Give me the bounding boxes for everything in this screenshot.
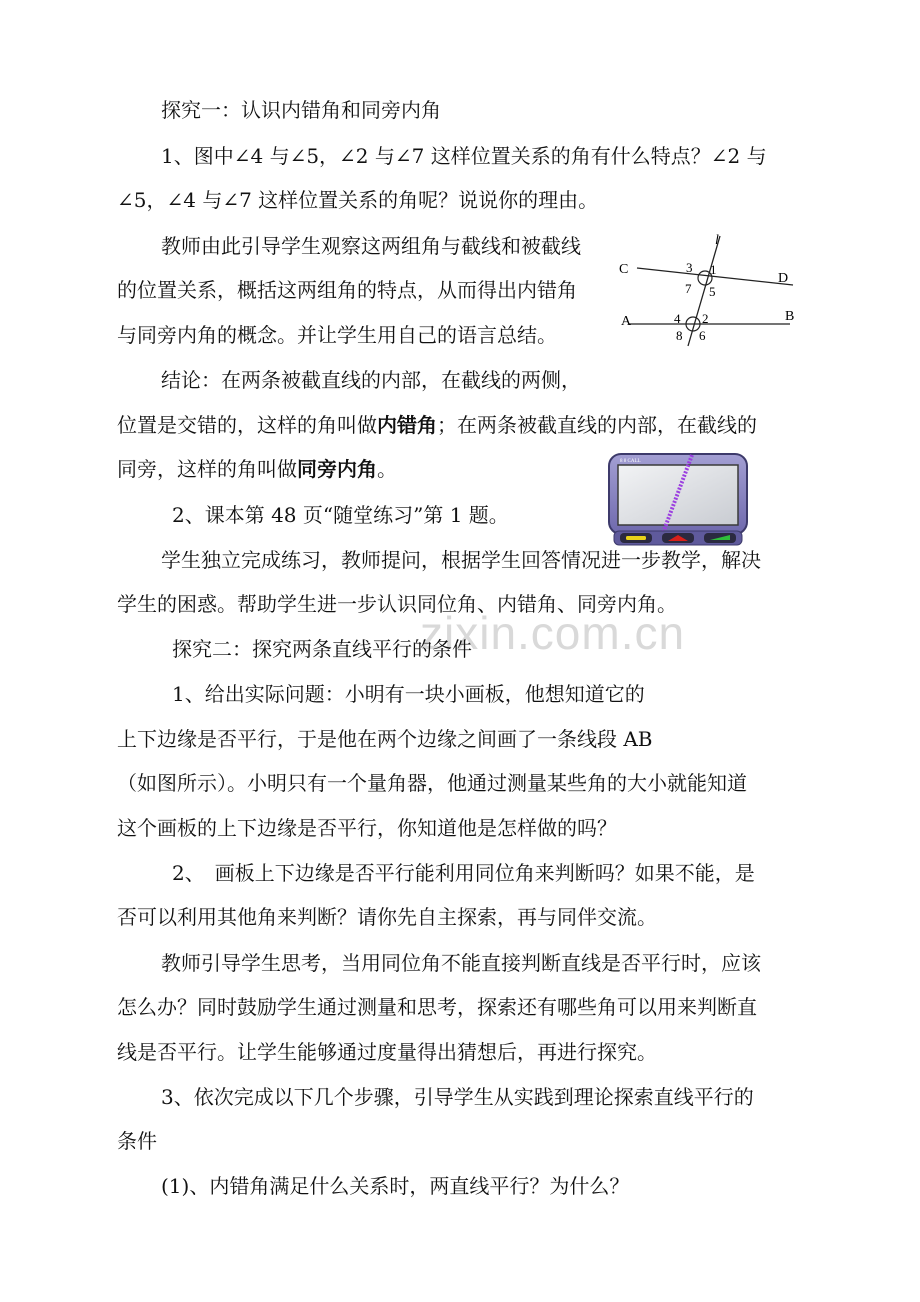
angle-8: 8 xyxy=(676,328,683,343)
teacher-guide: 教师引导学生思考，当用同位角不能直接判断直线是否平行时，应该 xyxy=(161,951,761,975)
label-d: D xyxy=(778,271,789,286)
angle-6: 6 xyxy=(699,328,706,343)
angle-5: 5 xyxy=(709,284,716,299)
problem-1-cont-2: （如图所示）。小明只有一个量角器，他通过测量某些角的大小就能知道 xyxy=(117,771,747,795)
label-b: B xyxy=(785,309,795,324)
teacher-guide-cont-1: 怎么办？同时鼓励学生通过测量和思考，探索还有哪些角可以用来判断直 xyxy=(117,995,757,1019)
section-2-title: 探究二：探究两条直线平行的条件 xyxy=(172,637,472,661)
label-l: l xyxy=(715,233,719,248)
conclusion-cont-2 xyxy=(117,455,397,483)
angle-4: 4 xyxy=(674,311,681,326)
teacher-text-cont-2: 与同旁内角的概念。并让学生用自己的语言总结。 xyxy=(117,323,557,347)
watermark: zixin.com.cn xyxy=(420,607,686,659)
conclusion-text-c: ；在两条被截直线的内部，在截线的 xyxy=(437,413,757,437)
angle-7: 7 xyxy=(685,281,692,296)
problem-1-cont-1: 上下边缘是否平行，于是他在两个边缘之间画了一条线段 AB xyxy=(117,727,653,751)
step-3: 3、依次完成以下几个步骤，引导学生从实践到理论探索直线平行的 xyxy=(161,1085,754,1109)
practice-text: 学生独立完成练习，教师提问，根据学生回答情况进一步教学，解决 xyxy=(161,548,761,572)
section-1-title: 探究一：认识内错角和同旁内角 xyxy=(161,98,441,122)
teacher-text-cont-1: 的位置关系，概括这两组角的特点，从而得出内错角 xyxy=(117,278,577,302)
yellow-button-light xyxy=(626,536,646,540)
problem-1-cont-3: 这个画板的上下边缘是否平行，你知道他是怎样做的吗？ xyxy=(117,816,617,840)
label-c: C xyxy=(619,262,629,277)
exercise-ref: 2、课本第 48 页“随堂练习”第 1 题。 xyxy=(172,503,509,527)
step-3-cont: 条件 xyxy=(117,1129,157,1153)
conclusion-text-e: 。 xyxy=(377,457,397,481)
problem-2: 2、 画板上下边缘是否平行能利用同位角来判断吗？如果不能，是 xyxy=(172,861,755,885)
question-1: 1、图中∠4 与∠5，∠2 与∠7 这样位置关系的角有什么特点？∠2 与 xyxy=(161,144,767,168)
sub-question-1: (1)、内错角满足什么关系时，两直线平行？为什么？ xyxy=(161,1174,630,1198)
problem-2-cont: 否可以利用其他角来判断？请你先自主探索，再与同伴交流。 xyxy=(117,905,657,929)
board-screen-label: 8 8 CALL xyxy=(620,459,641,464)
angle-1: 1 xyxy=(710,262,717,277)
problem-1: 1、给出实际问题：小明有一块小画板，他想知道它的 xyxy=(172,682,645,706)
angle-diagram xyxy=(615,230,800,350)
question-1-cont: ∠5，∠4 与∠7 这样位置关系的角呢？说说你的理由。 xyxy=(117,188,599,212)
conclusion: 结论：在两条被截直线的内部，在截线的两侧， xyxy=(161,368,581,392)
angle-3: 3 xyxy=(686,260,693,275)
conclusion-text-a: 位置是交错的，这样的角叫做 xyxy=(117,413,377,437)
practice-text-cont: 学生的困惑。帮助学生进一步认识同位角、内错角、同旁内角。 xyxy=(117,592,677,616)
conclusion-text-d: 同旁，这样的角叫做 xyxy=(117,457,297,481)
angle-2: 2 xyxy=(702,311,709,326)
drawing-board-figure xyxy=(608,453,748,549)
teacher-guide-cont-2: 线是否平行。让学生能够通过度量得出猜想后，再进行探究。 xyxy=(117,1040,657,1064)
conclusion-cont-1 xyxy=(117,411,757,439)
teacher-text: 教师由此引导学生观察这两组角与截线和被截线 xyxy=(161,234,581,258)
term-same-side-interior: 同旁内角 xyxy=(297,457,377,481)
label-a: A xyxy=(621,314,632,329)
term-alternate-interior: 内错角 xyxy=(377,413,437,437)
